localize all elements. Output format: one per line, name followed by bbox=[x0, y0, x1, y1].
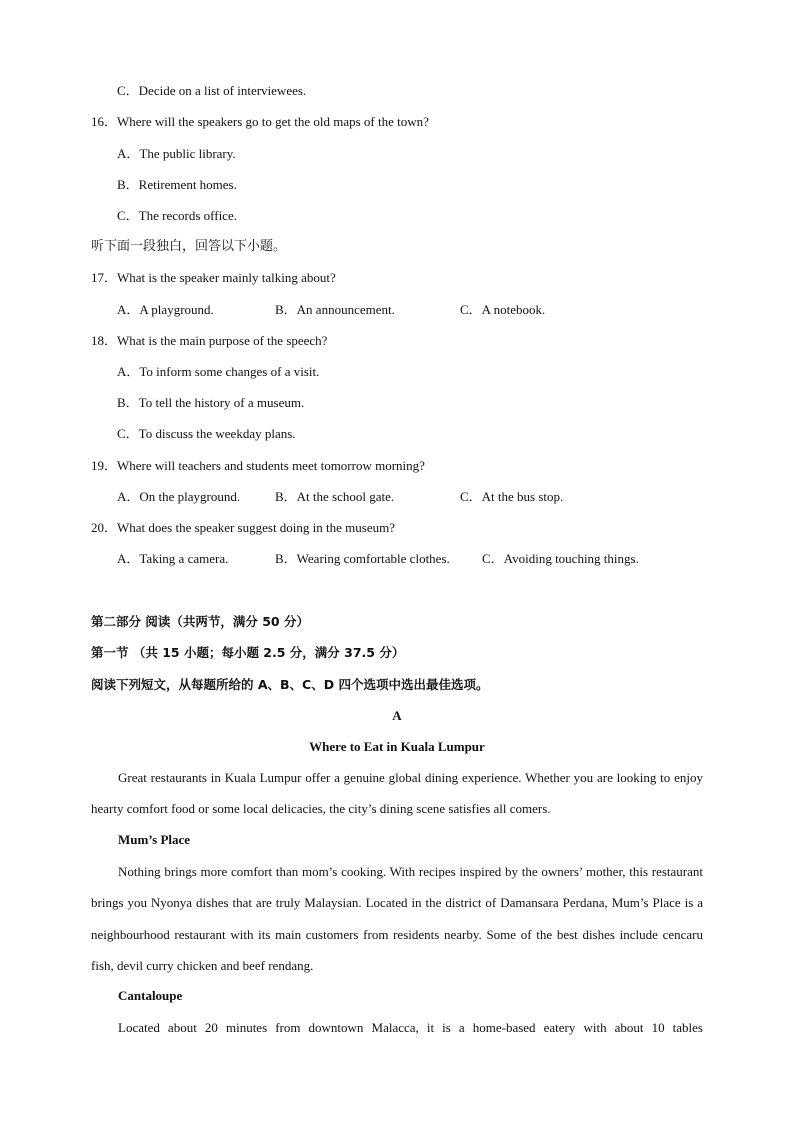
q18-option-b: B．To tell the history of a museum. bbox=[117, 395, 305, 410]
q18-option-c: C．To discuss the weekday plans. bbox=[117, 426, 296, 441]
reading-instruction: 阅读下列短文，从每题所给的 A、B、C、D 四个选项中选出最佳选项。 bbox=[91, 677, 489, 692]
q16-option-c: C．The records office. bbox=[117, 208, 237, 223]
q16-option-b: B．Retirement homes. bbox=[117, 177, 237, 192]
q20-option-a: A．Taking a camera. bbox=[117, 551, 229, 566]
q20-option-c: C．Avoiding touching things. bbox=[482, 551, 639, 566]
q16-question: 16．Where will the speakers go to get the old maps of the town? bbox=[91, 114, 429, 129]
part2-heading: 第二部分 阅读（共两节，满分 50 分） bbox=[91, 614, 309, 629]
q18-option-a: A．To inform some changes of a visit. bbox=[117, 364, 320, 379]
monologue-instruction: 听下面一段独白，回答以下小题。 bbox=[91, 239, 287, 254]
passage-letter: A bbox=[392, 708, 402, 723]
subheading-cantaloupe: Cantaloupe bbox=[118, 988, 183, 1003]
q19-option-b: B．At the school gate. bbox=[275, 489, 395, 504]
q17-option-c: C．A notebook. bbox=[460, 302, 546, 317]
q17-option-b: B．An announcement. bbox=[275, 302, 395, 317]
cantaloupe-paragraph bbox=[91, 1012, 703, 1043]
q16-option-a: A．The public library. bbox=[117, 146, 236, 161]
passage-title: Where to Eat in Kuala Lumpur bbox=[309, 739, 485, 754]
q19-option-c: C．At the bus stop. bbox=[460, 489, 564, 504]
q17-option-a: A．A playground. bbox=[117, 302, 214, 317]
mums-place-paragraph bbox=[91, 856, 703, 981]
intro-text: Great restaurants in Kuala Lumpur offer a genuine global dining experience. Whether you are looking to enjoy hearty comfort food or some local delicacies, the city’s dining scene satisfies all comers. bbox=[91, 770, 703, 817]
q19-question: 19．Where will teachers and students meet tomorrow morning? bbox=[91, 458, 425, 473]
mums-place-text: Nothing brings more comfort than mom’s cooking. With recipes inspired by the owners’ mother, this restaurant brings you Nyonya dishes that are truly Malaysian. Located in the district of Damansara Perdana, Mum’s Place is a neighbourhood restaurant with its main customers from residents nearby. Some of the best dishes include cencaru fish, devil curry chicken and beef rendang. bbox=[91, 864, 703, 973]
section1-heading: 第一节 （共 15 小题；每小题 2.5 分，满分 37.5 分） bbox=[91, 645, 405, 660]
subheading-mums-place: Mum’s Place bbox=[118, 832, 191, 847]
q15-option-c: C．Decide on a list of interviewees. bbox=[117, 83, 307, 98]
passage-intro bbox=[91, 762, 703, 825]
q20-question: 20．What does the speaker suggest doing in the museum? bbox=[91, 520, 395, 535]
q20-option-b: B．Wearing comfortable clothes. bbox=[275, 551, 450, 566]
cantaloupe-text: Located about 20 minutes from downtown Malacca, it is a home-based eatery with about 10 tables bbox=[118, 1020, 703, 1035]
q18-question: 18．What is the main purpose of the speech? bbox=[91, 333, 328, 348]
q19-option-a: A．On the playground. bbox=[117, 489, 241, 504]
q17-question: 17．What is the speaker mainly talking about? bbox=[91, 270, 336, 285]
